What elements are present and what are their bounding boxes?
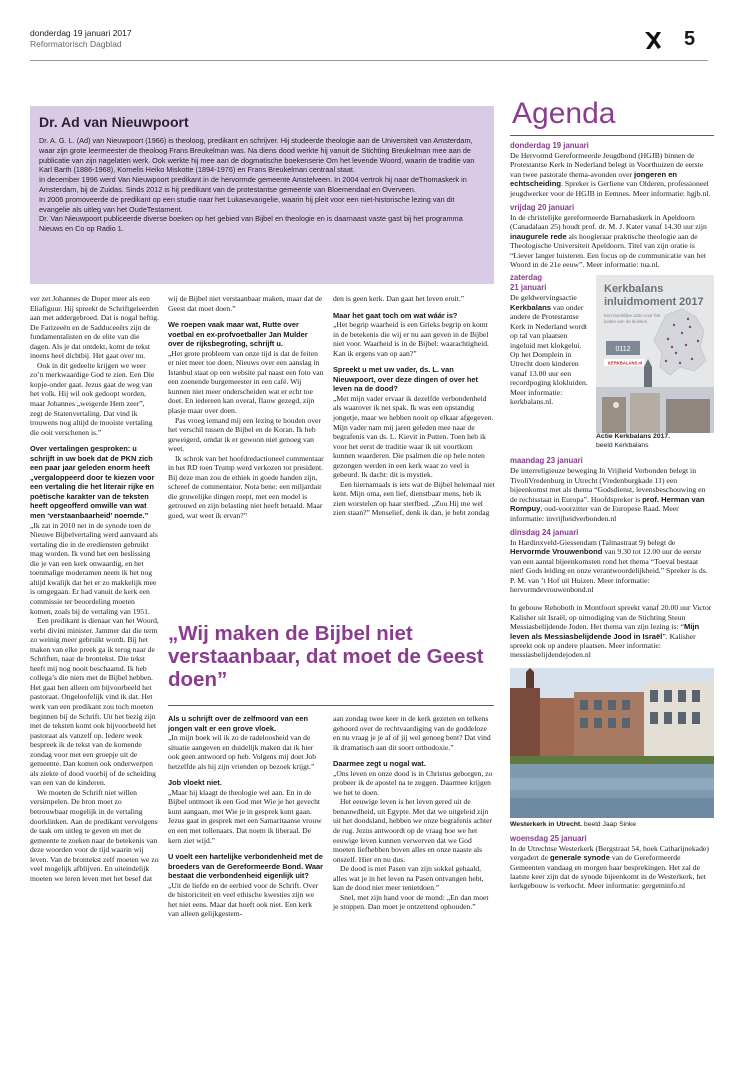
article-paragraph: aan zondag twee keer in de kerk gezeten en telkens gehoord over de rechtvaardiging van de goddeloze en nu vraag je je af of jij wel genoeg bent? Dat vind ik dramatisch aan dit soort orthodoxie.” [333, 714, 491, 752]
agenda-item [510, 603, 714, 659]
header-date: donderdag 19 januari 2017 [30, 28, 132, 38]
interview-question: Spreekt u met uw vader, ds. L. van Nieuwpoort, over deze dingen of over het leven na de dood? [333, 365, 478, 394]
agenda-date: maandag 23 januari [510, 456, 583, 466]
article-paragraph: „Uit de liefde en de eerbied voor de Schrift. Over de historiciteit en veel ethische kwesties zijn we het niet eens. Maar dat hoeft ook niet. Een kerk van alleen gelijkgestem- [168, 880, 319, 919]
article-paragraph: „Ik zat in 2010 net in de synode toen de Nieuwe Bijbelvertaling werd aanvaard als vertaling die in de erediensten gebruikt mag worden. Ik vond het een beslissing die je van een kerk onwaardig, en het toenmalige moderamen neem ik het nog altijd kwalijk dat het er zo makkelijk mee is omgegaan. Er had vanuit de kerk een commissie ter beoordeling moeten komen, zoals bij de vertaling van 1951. [30, 520, 158, 616]
agenda-date: 21 januari [510, 283, 547, 293]
article-paragraph: „Maar hij klaagt de theologie wel aan. En in de Bijbel ontmoet ik een God met Wie je het gevecht kunt aangaan, met Wie je in gesprek kunt gaan. Jezus gaat in gesprek met een Samaritaanse vrouw en een met tollenaars. Dat noem ik liberaal. De kern ziet wijd.” [168, 787, 322, 845]
westerkerk-image [510, 668, 714, 818]
article-paragraph: wij de Bijbel niet verstaanbaar maken, maar dat de Geest dat moet doen.” [168, 294, 323, 313]
profile-box [30, 106, 494, 284]
page-header [30, 28, 132, 50]
article-paragraph: „Het begrip waarheid is een Grieks begrip en komt in de betekenis die wij er nu aan geven in de Bijbel niet voor. Waarheid is in de Bijbel: waarachtigheid. Kan ik ergens van op aan?” [333, 320, 489, 358]
agenda-date: zaterdag [510, 273, 543, 283]
article-column-4 [168, 714, 324, 919]
agenda-item-text: In de Utrechtse Westerkerk (Bergstraat 54, hoek Catharijnekade) vergadert de generale synode van de Gereformeerde Gemeenten vandaag en morgen haar besprekingen. Het zal de laatste keer zijn dat de synode bijeenkomt in de Westerkerk, het kerkgebouw is verkocht. Meer informatie: gergeminfo.nl [510, 843, 709, 891]
agenda-date: dinsdag 24 januari [510, 527, 579, 537]
interview-question: Als u schrijft over de zelfmoord van een jongen valt er een grove vloek. [168, 714, 309, 733]
interview-question: Over vertalingen gesproken: u schrijft in uw boek dat de PKN zich een paar jaar geleden enorm heeft „vergaloppeerd door te kiezen voor een vertaling die het literair rijke en poëtische karakter van de teksten heeft opgeofferd omwille van wat men ‘verstaanbaarheid’ noemde.” [30, 444, 155, 521]
profile-paragraph: In 2006 promoveerde de predikant op een studie naar het Lukasevangelie, waarin hij pleit voor een niet-historische lezing van dit evangelie als uitleg van het OudeTestament. [39, 194, 455, 214]
article-paragraph: „Ons leven en onze dood is in Christus geborgen, zo probeer ik de apostel na te zeggen. Daarmee krijgen we het te doen. [333, 768, 493, 797]
article-column-1 [30, 294, 159, 883]
article-paragraph: De dood is met Pasen van zijn sokkel gehaald, alles wat je in het leven na Pasen ontvangen hebt, kan de dood niet meer tenietdoen.” [333, 864, 484, 893]
article-paragraph: Pas vroeg iemand mij een lezing te houden over het verschil tussen de Bijbel en de Koran. Ik heb geweigerd, omdat ik er gewoon niet genoeg van weet. [168, 415, 321, 454]
poster-title: Kerkbalans inluidmoment 2017 [604, 283, 704, 309]
agenda-rule [510, 135, 714, 136]
agenda-items [510, 141, 714, 269]
article-paragraph: „Het grote probleem van onze tijd is dat de feiten er niet meer toe doen. Nieuws over een aanslag in Istanbul staat op een website pal naast een foto van een zoenende burgemeester in een café. Wij kunnen niet meer onderscheiden wat er echt toe doet. En iedereen kan overal, flauw gezegd, zijn plasje maar over doen. [168, 348, 324, 416]
article-paragraph: Ook in dit gedeelte krijgen we weer zo’n merkwaardige God te zien. Een Die kopje-onder gaat. Jezus gaat de weg van het volk. Hij wil ook gedoopt worden, maar Johannes „weigerde Hem zeer”, zegt de Statenvertaling. Dat vind ik trouwens nog altijd de mooiste vertaling die ooit verschenen is.” [30, 360, 155, 437]
agenda-item-text: In gebouw Rehoboth in Montfoort spreekt vanaf 20.00 uur Victor Kalisher uit Israël, op uitnodiging van de Stichting Steun Messiasbelijdende Joden. Het thema van zijn lezing is: “Mijn leven als Messiasbelijdende Jood in Israël”. Kalisher spreekt ook op andere plaatsen. Meer informatie: messiasbelijdendejoden.nl [510, 603, 712, 660]
agenda-item-text: De Hervormd Gereformeerde Jeugdbond (HGJB) binnen de Protestantse Kerk in Nederland belegt in Voorthuizen de eerste van twee pastorale thema-avonden over jongeren en echtscheiding. Spreker is Gerliene van Olderen, professioneel jeugdwerker voor de HGJB in Eemnes. Meer informatie: hgjb.nl. [510, 151, 711, 198]
agenda-item [510, 456, 714, 522]
article-paragraph: Ik schrok van het hoofdredactioneel commentaar in het RD toen Trump werd verkozen tot president. Bij deze man zou de ethiek in goede handen zijn, schreef de commentator. Nota bene: een miljardair die gruwelijke dingen roept, met een model is getrouwd en zijn belasting niet heeft betaald. Maar goed, wat weet ik ervan?” [168, 453, 324, 521]
interview-question: Job vloekt niet. [168, 778, 222, 788]
agenda-title: Agenda [512, 97, 616, 130]
header-divider [30, 60, 708, 61]
westerkerk-photo [510, 668, 714, 818]
profile-paragraph: Dr. A. G. L. (Ad) van Nieuwpoort (1966) is theoloog, predikant en schrijver. Hij studeerde theologie aan de Universiteit van Amsterdam, waar zijn grote leermeester de theoloog Frans Breukelman was. Na diens dood werkte hij vanuit de Stichting Breukelman mee aan de publicatie van zijn nagelaten werk. Ook werkte hij mee aan de dogmatische boekenserie Om het levende Woord, waarin de traditie van Karl Barth (1886-1968), Kornelis Heiko Miskotte (1894-1976) en Frans Breukelman centraal staat. [39, 136, 475, 175]
article-paragraph: Snel, met zijn hand voor de mond: „En dan moet je stoppen. Dan moet je ontzettend ophouden.” [333, 892, 489, 912]
article-paragraph: den is geen kerk. Dan gaat het leven eruit.” [333, 294, 465, 303]
article-paragraph: We moeten de Schrift niet willen versimpelen. De bron moet zo betrouwbaar mogelijk in de vertaling doorklinken. Aan de predikant vervolgens de taak om uitleg te geven en met de gemeente te zoeken naar de betekenis van deze woorden voor de tijd waarin wij leven. Van de brontekst zelf moeten we zo veel mogelijk afblijven. En uiteindelijk moeten we leren leven met het besef dat [30, 787, 159, 883]
page-number: 5 [684, 28, 696, 50]
article-paragraph: Het eeuwige leven is het leven gered uit de benauwdheid, uit Egypte. Met dat we uitgeleid zijn uit het doodsland, hebben we onze begrafenis achter de rug. Jezus antwoordt op de vraag hoe we het eeuwige leven kunnen verwerven dat we God moeten liefhebben boven alles en onze naaste als onszelf. Hier en nu dus. [333, 797, 492, 864]
interview-question: U voelt een hartelijke verbondenheid met de broeders van de Gereformeerde Bond. Waar bestaat die verbondenheid eigenlijk uit? [168, 852, 323, 881]
profile-text [39, 136, 485, 234]
agenda-date: vrijdag 20 januari [510, 203, 575, 213]
kerkbalans-poster [596, 275, 714, 433]
agenda-items-2 [510, 456, 714, 659]
agenda-item [510, 528, 714, 594]
pull-quote: „Wij maken de Bijbel niet verstaanbaar, dat moet de Geest doen” [168, 622, 484, 691]
agenda-item-text: In Hardinxveld-Giessendam (Talmastraat 9) belegt de Hervormde Vrouwenbond van 9.30 tot 12.00 uur de eerste van een aantal bijeenkomsten rond het thema “Toeval bestaat niet! Gods leiding en onze verantwoordelijkheid.” Spreker is ds. P. M. van ’t Hof uit Huizen. Meer informatie: hervormdevrouwenbond.nl [510, 537, 708, 594]
photo-caption: Westerkerk in Utrecht. beeld Jaap Sinke [510, 820, 637, 828]
article-column-5 [333, 714, 495, 912]
article-column-2 [168, 294, 324, 521]
interview-question: Daarmee zegt u nogal wat. [333, 759, 426, 769]
profile-name: Dr. Ad van Nieuwpoort [39, 114, 189, 130]
poster-subtitle: Een landelijke actie voor het luiden van de klokken [604, 313, 661, 325]
interview-question: Maar het gaat toch om wat wáár is? [333, 310, 458, 320]
pull-quote-rule [168, 705, 494, 706]
article-paragraph: ver zet Johannes de Doper meer als een Eliafiguur. Hij spreekt de Schriftgeleerden aan met addergebroed. Dat is nogal heftig. De Farizeeën en de Sadduceeërs zijn de fundamentalisten en de elite van die dagen. Als je dat ontdekt, komt de tekst ineens heel dichtbij. Het gaat over nu. [30, 294, 159, 361]
profile-paragraph: In december 1996 werd Van Nieuwpoort predikant in de hervormde gemeente Amstelveen. In 2004 vertrok hij naar deThomaskerk in Amsterdam, bij de Zuidas. Sinds 2012 is hij predikant van de protestantse gemeente van Bloemendaal en Overveen. [39, 175, 467, 194]
profile-paragraph: Dr. Van Nieuwpoort publiceerde diverse boeken op het gebied van Bijbel en theologie en is daarnaast vaste gast bij het programma Nieuws en Co op Radio 1. [39, 214, 463, 234]
article-column-3 [333, 294, 495, 518]
agenda-items-3 [510, 834, 714, 891]
kerkbalans-block [510, 273, 714, 451]
kerkbalans-text [510, 273, 590, 406]
article-paragraph: Een predikant is dienaar van het Woord, verbi divini minister. Jammer dat die term zo weinig meer gebruikt wordt. Bij het maken van elke preek ga ik terug naar de Schriften, naar de brontekst. Die tekst heeft mij nog nooit beschaamd. Ik heb collega’s die niets met de Bijbel hebben. Het gaat hen alleen om bijvoorbeeld het pastoraat. Ongeloofelijk vind ik dat. Het werk van een predikant zou toch moeten beginnen bij de Schrift. Uit het bezig zijn met de teksten komt ook bijvoorbeeld het pastoraat als vanzelf op. Iedere week bespreek ik de tekst van de komende zondag voor met een groepje uit de gemeente. Dan komen ook onderwerpen als ziekte of dood voorbij of de scheiding van een van de kinderen. [30, 616, 159, 788]
article-paragraph: „Met mijn vader ervaar ik dezelfde verbondenheid als waarover ik net spak. Ik was een opstandig jongetje, maar we hebben nooit op elkaar afgegeven. Mijn vader nam mij jaren geleden mee naar de begrafenis van ds. L. Kievit in Putten. Toen heb ik voor het eerst de traditie waar ik uit voortkom kunnen waarderen. Die psalmen die op hele noten gezongen werden in een kerk waar zo veel is gebeurd. Ik dacht: dit is mystiek. [333, 393, 494, 480]
poster-sign-text: 0112 [615, 346, 631, 354]
poster-map-icon [596, 275, 714, 433]
agenda-item [510, 203, 714, 269]
kerkbalans-caption: Actie Kerkbalans 2017. beeld Kerkbalans [596, 433, 671, 450]
agenda-item-text: De interreligieuze beweging In Vrijheid Verbonden belegt in TivoliVredenburg in Utrecht (Vredenburgkade 11) een bijeenkomst met als thema “Godsdienst, levensbeschouwing en de rechtsstaat in Europa”. Hoofdspreker is prof. Herman van Rompuy, oud-voorzitter van de Europese Raad. Meer informatie: invrijheidverbonden.nl [510, 466, 706, 523]
header-paper: Reformatorisch Dagblad [30, 39, 122, 49]
agenda-date: woensdag 25 januari [510, 833, 587, 843]
interview-question: We roepen vaak maar wat, Rutte over voetbal en ex-profvoetballer Jan Mulder over de rijksbegroting, schrijft u. [168, 320, 308, 349]
agenda-sidebar [510, 96, 714, 891]
agenda-item-text: De geldwervingsactie Kerkbalans van onder andere de Protestantse Kerk in Nederland wordt op tal van plaatsen ingeluid met klokgelui. Op het Domplein in Utrecht doen kinderen vanaf 13.00 uur een recordpoging klokluiden. Meer informatie: kerkbalans.nl. [510, 293, 588, 406]
article-paragraph: Een hiernamaals is iets wat de Bijbel helemaal niet kent. Mijn oma, een lief, dienstbaar mens, heb ik zien worstelen op haar sterfbed. „Zou Hij me wel zien staan?” Menselief, denk ik dan, je hebt zondag [333, 479, 495, 518]
agenda-item [510, 141, 714, 198]
agenda-item [510, 834, 714, 891]
agenda-item-text: In de christelijke gereformeerde Barnabaskerk in Apeldoorn (Canadalaan 25) houdt prof. dr. M. J. Kater vanaf 14.30 uur zijn inaugurele rede als hoogleraar praktische theologie aan de Theologische Universiteit Apeldoorn. Titel van zijn oratie is “Liever langer luisteren. Een focus op de communicatie van het Woord in de 21e eeuw”. Meer informatie: tua.nl. [510, 213, 707, 270]
article-paragraph: „In mijn boek wil ik zo de radeloosheid van de situatie aangeven en duidelijk maken dat ik hier ook geen antwoord op heb. Volgens mij doet Job hetzelfde als hij zijn vrienden op bezoek krijgt.” [168, 733, 316, 771]
newspaper-logo-icon [644, 30, 662, 50]
poster-brand-text: KERKBALANS.nl [608, 360, 643, 366]
agenda-date: donderdag 19 januari [510, 141, 589, 150]
